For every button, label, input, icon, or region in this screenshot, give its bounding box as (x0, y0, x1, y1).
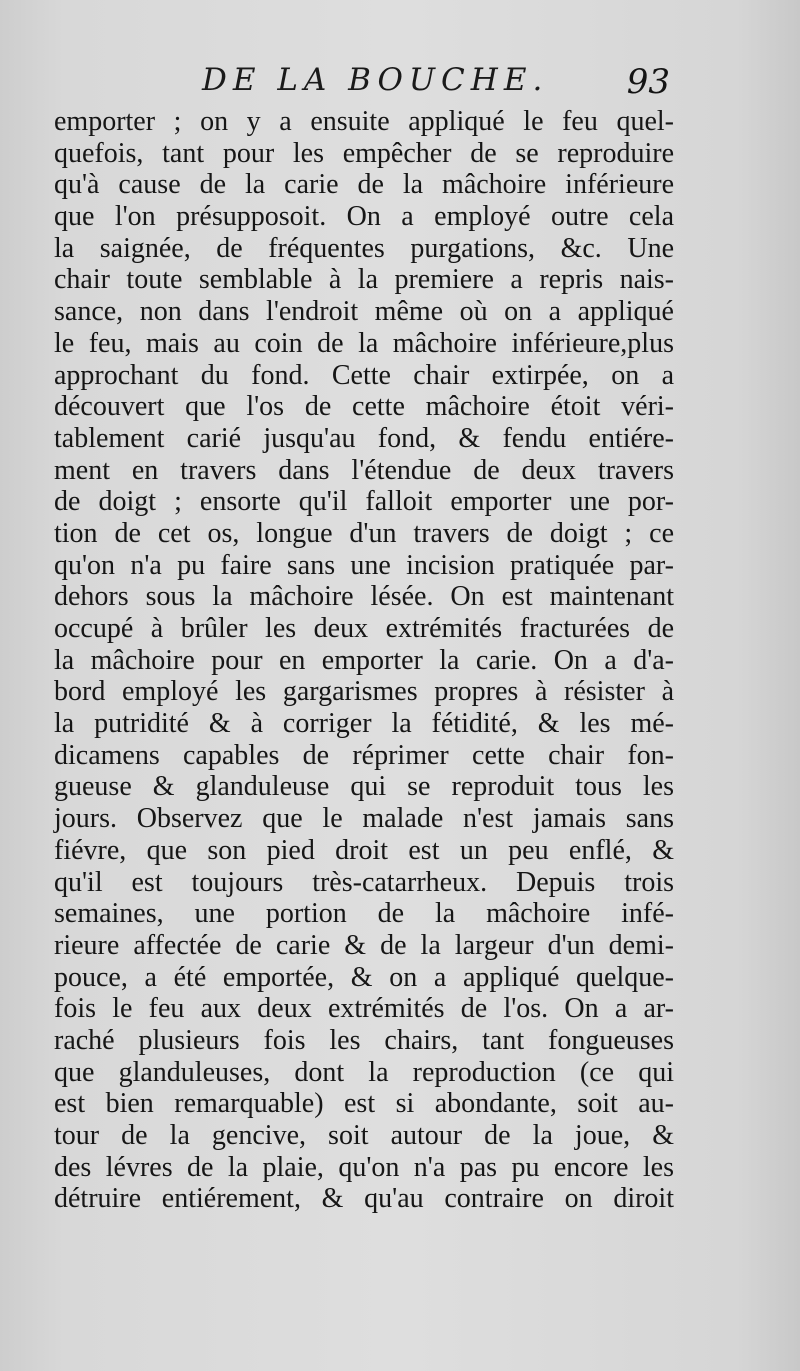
text-line: gueuse & glanduleuse qui se reproduit tous les (54, 771, 674, 803)
text-line: que glanduleuses, dont la reproduction (ce qui (54, 1056, 674, 1088)
page-header (52, 62, 670, 110)
text-line: fois le feu aux deux extrémités de l'os. On a ar- (54, 993, 674, 1025)
text-line: découvert que l'os de cette mâchoire étoit véri- (54, 391, 674, 423)
text-line: dehors sous la mâchoire lésée. On est maintenant (54, 581, 674, 613)
text-line: semaines, une portion de la mâchoire infé- (54, 898, 674, 930)
text-line: est bien remarquable) est si abondante, soit au- (54, 1088, 674, 1120)
text-line: rieure affectée de carie & de la largeur d'un demi- (54, 929, 674, 961)
text-line: jours. Observez que le malade n'est jamais sans (54, 803, 674, 835)
text-line: chair toute semblable à la premiere a repris nais- (54, 264, 674, 296)
text-line: pouce, a été emportée, & on a appliqué quelque- (54, 961, 674, 993)
text-line: qu'à cause de la carie de la mâchoire inférieure (54, 169, 674, 201)
text-line: quefois, tant pour les empêcher de se reproduire (54, 137, 674, 169)
text-line: ment en travers dans l'étendue de deux travers (54, 454, 674, 486)
text-line: emporter ; on y a ensuite appliqué le feu quel- (54, 106, 674, 137)
text-line: bord employé les gargarismes propres à résister à (54, 676, 674, 708)
text-line: des lévres de la plaie, qu'on n'a pas pu encore les (54, 1151, 674, 1183)
running-head: DE LA BOUCHE. (202, 62, 549, 98)
text-line: qu'il est toujours très-catarrheux. Depuis trois (54, 866, 674, 898)
text-line: tour de la gencive, soit autour de la joue, & (54, 1120, 674, 1151)
text-line: occupé à brûler les deux extrémités fracturées de (54, 613, 674, 644)
text-line: fiévre, que son pied droit est un peu enflé, & (54, 834, 674, 866)
text-line: la saignée, de fréquentes purgations, &c. Une (54, 232, 674, 264)
text-line: que l'on présupposoit. On a employé outre cela (54, 201, 674, 233)
page-number: 93 (626, 62, 670, 102)
body-text (54, 106, 674, 1215)
text-line: sance, non dans l'endroit même où on a appliqué (54, 296, 674, 328)
text-line: qu'on n'a pu faire sans une incision pratiquée par- (54, 549, 674, 581)
text-line: raché plusieurs fois les chairs, tant fongueuses (54, 1024, 674, 1056)
text-line: dicamens capables de réprimer cette chair fon- (54, 739, 674, 771)
text-line: la putridité & à corriger la fétidité, & les mé- (54, 708, 674, 740)
text-line: de doigt ; ensorte qu'il falloit emporter une por- (54, 486, 674, 518)
text-line: la mâchoire pour en emporter la carie. On a d'a- (54, 644, 674, 676)
text-line: tablement carié jusqu'au fond, & fendu entiére- (54, 422, 674, 454)
text-line: tion de cet os, longue d'un travers de doigt ; ce (54, 517, 674, 549)
text-line: détruire entiérement, & qu'au contraire on diroit (54, 1183, 674, 1215)
text-line: le feu, mais au coin de la mâchoire inférieure,plus (54, 327, 674, 359)
text-line: approchant du fond. Cette chair extirpée, on a (54, 359, 674, 391)
